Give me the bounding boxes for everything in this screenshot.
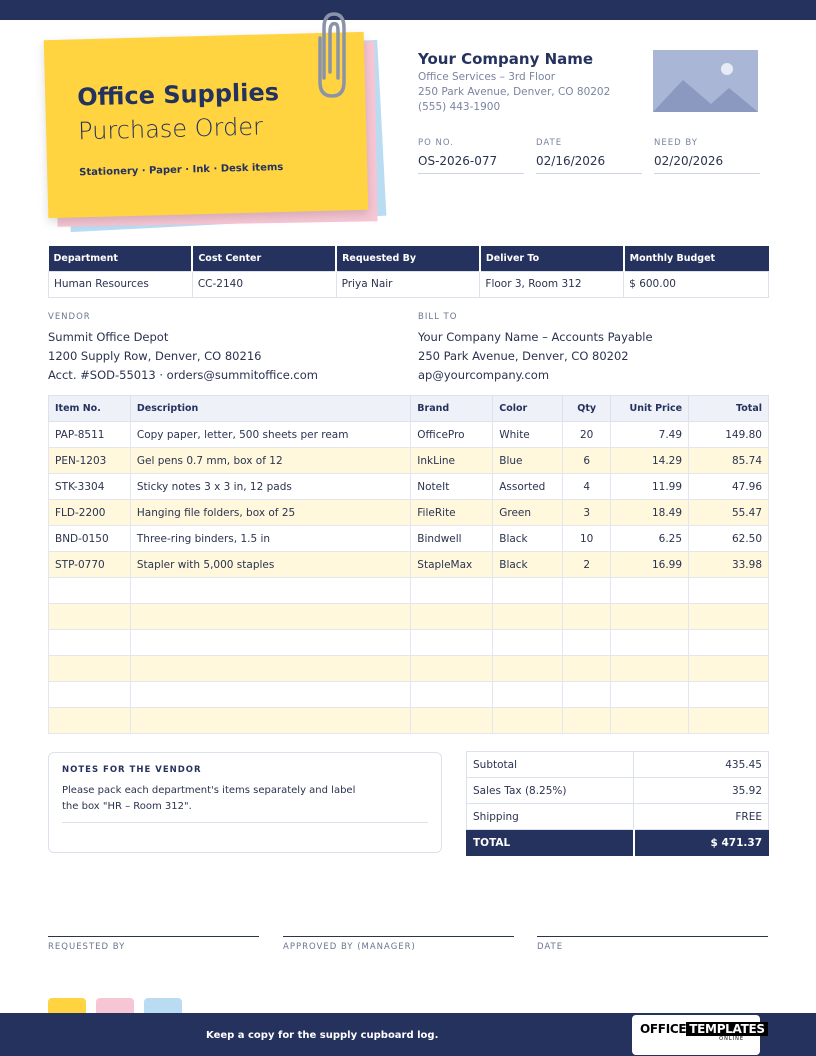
items-header: Description <box>130 396 410 422</box>
dept-cell[interactable]: Human Resources <box>49 271 193 297</box>
need-by-value: 02/20/2026 <box>654 154 724 168</box>
table-cell[interactable] <box>563 708 611 734</box>
table-cell[interactable] <box>689 708 769 734</box>
total-value: $ 471.37 <box>634 830 769 856</box>
table-cell[interactable]: Black <box>493 526 563 552</box>
table-cell[interactable]: 33.98 <box>689 552 769 578</box>
paperclip-icon <box>310 8 354 100</box>
vendor-name: Summit Office Depot <box>48 330 169 344</box>
table-cell[interactable]: Hanging file folders, box of 25 <box>130 500 410 526</box>
items-header: Unit Price <box>611 396 689 422</box>
department-table <box>48 246 769 298</box>
table-cell[interactable] <box>49 656 131 682</box>
signature-date[interactable]: DATE <box>537 936 768 952</box>
table-cell[interactable]: 7.49 <box>611 422 689 448</box>
totals-table <box>466 751 769 856</box>
table-cell[interactable]: White <box>493 422 563 448</box>
table-cell[interactable]: 62.50 <box>689 526 769 552</box>
notes-rule <box>62 822 428 823</box>
dept-header: Deliver To <box>480 246 624 271</box>
table-cell[interactable]: 6.25 <box>611 526 689 552</box>
table-cell[interactable] <box>130 708 410 734</box>
table-cell[interactable] <box>493 656 563 682</box>
table-row[interactable] <box>49 656 769 682</box>
table-cell[interactable] <box>611 682 689 708</box>
need-by-label: NEED BY <box>654 138 698 148</box>
table-cell[interactable]: NoteIt <box>411 474 493 500</box>
title-light: Purchase Order <box>77 112 264 146</box>
table-cell[interactable]: StapleMax <box>411 552 493 578</box>
company-line2: 250 Park Avenue, Denver, CO 80202 <box>418 86 611 98</box>
tagline: Stationery · Paper · Ink · Desk items <box>79 161 284 179</box>
company-line1: Office Services – 3rd Floor <box>418 71 556 83</box>
table-cell[interactable] <box>689 604 769 630</box>
table-cell[interactable]: Green <box>493 500 563 526</box>
notes-box[interactable] <box>48 752 442 853</box>
po-label: PO NO. <box>418 138 454 148</box>
table-cell[interactable] <box>611 604 689 630</box>
dept-header: Requested By <box>336 246 480 271</box>
table-cell[interactable]: Bindwell <box>411 526 493 552</box>
shipping-value: FREE <box>634 804 769 830</box>
table-cell[interactable]: STP-0770 <box>49 552 131 578</box>
po-value: OS-2026-077 <box>418 154 498 168</box>
table-cell[interactable]: 149.80 <box>689 422 769 448</box>
table-row[interactable] <box>49 630 769 656</box>
table-cell[interactable] <box>411 604 493 630</box>
table-cell[interactable] <box>611 578 689 604</box>
table-cell[interactable] <box>493 708 563 734</box>
table-cell[interactable] <box>493 604 563 630</box>
table-row[interactable] <box>49 448 769 474</box>
table-cell[interactable]: Black <box>493 552 563 578</box>
bill-to-address: 250 Park Avenue, Denver, CO 80202 <box>418 349 629 363</box>
items-header: Qty <box>563 396 611 422</box>
bill-to-name: Your Company Name – Accounts Payable <box>418 330 653 344</box>
date-value: 02/16/2026 <box>536 154 606 168</box>
table-cell[interactable] <box>411 578 493 604</box>
logo-placeholder <box>653 50 758 112</box>
dept-cell[interactable]: Priya Nair <box>336 271 480 297</box>
table-cell[interactable]: Sticky notes 3 x 3 in, 12 pads <box>130 474 410 500</box>
brand-word-office: OFFICE <box>640 1022 687 1036</box>
table-row[interactable] <box>49 526 769 552</box>
table-cell[interactable] <box>130 630 410 656</box>
table-cell[interactable]: Three-ring binders, 1.5 in <box>130 526 410 552</box>
table-row[interactable] <box>49 474 769 500</box>
table-cell[interactable] <box>411 656 493 682</box>
vendor-account: Acct. #SOD-55013 · orders@summitoffice.com <box>48 368 318 382</box>
table-cell[interactable] <box>49 682 131 708</box>
items-table <box>48 395 769 734</box>
table-cell[interactable] <box>689 682 769 708</box>
table-cell[interactable]: 3 <box>563 500 611 526</box>
table-cell[interactable] <box>130 578 410 604</box>
table-cell[interactable]: 47.96 <box>689 474 769 500</box>
top-bar <box>0 0 816 20</box>
signature-requested-by[interactable]: REQUESTED BY <box>48 936 259 952</box>
table-cell[interactable] <box>49 708 131 734</box>
bill-to-email: ap@yourcompany.com <box>418 368 550 382</box>
po-number-field[interactable] <box>418 138 524 174</box>
brand-word-templates: TEMPLATES <box>686 1022 767 1036</box>
table-cell[interactable] <box>49 630 131 656</box>
items-header: Color <box>493 396 563 422</box>
table-cell[interactable]: 11.99 <box>611 474 689 500</box>
dept-header: Department <box>49 246 193 271</box>
table-cell[interactable]: 10 <box>563 526 611 552</box>
table-cell[interactable] <box>563 604 611 630</box>
table-cell[interactable] <box>130 656 410 682</box>
tax-value: 35.92 <box>634 778 769 804</box>
subtotal-label: Subtotal <box>467 752 634 778</box>
table-cell[interactable] <box>493 682 563 708</box>
table-row[interactable] <box>49 708 769 734</box>
brand-word-online: ONLINE <box>719 1036 744 1042</box>
items-header: Item No. <box>49 396 131 422</box>
date-field[interactable] <box>536 138 642 174</box>
dept-cell[interactable]: CC-2140 <box>192 271 336 297</box>
vendor-block <box>48 312 318 382</box>
dept-cell[interactable]: Floor 3, Room 312 <box>480 271 624 297</box>
vendor-address: 1200 Supply Row, Denver, CO 80216 <box>48 349 262 363</box>
table-cell[interactable]: 4 <box>563 474 611 500</box>
table-cell[interactable]: BND-0150 <box>49 526 131 552</box>
dept-header: Monthly Budget <box>624 246 769 271</box>
table-cell[interactable] <box>493 578 563 604</box>
table-cell[interactable]: Copy paper, letter, 500 sheets per ream <box>130 422 410 448</box>
signature-approved-by[interactable]: APPROVED BY (MANAGER) <box>283 936 514 952</box>
table-cell[interactable] <box>130 682 410 708</box>
brand-badge[interactable] <box>632 1015 765 1055</box>
notes-text: Please pack each department's items separately and label the box "HR – Room 312". <box>62 785 356 812</box>
items-header: Brand <box>411 396 493 422</box>
table-cell[interactable]: FileRite <box>411 500 493 526</box>
table-cell[interactable]: Assorted <box>493 474 563 500</box>
table-cell[interactable] <box>563 656 611 682</box>
table-cell[interactable]: 20 <box>563 422 611 448</box>
table-cell[interactable] <box>689 656 769 682</box>
table-cell[interactable] <box>130 604 410 630</box>
dept-cell[interactable]: $ 600.00 <box>624 271 769 297</box>
table-cell[interactable] <box>611 656 689 682</box>
table-row[interactable] <box>49 422 769 448</box>
vendor-label: VENDOR <box>48 312 91 322</box>
table-cell[interactable]: OfficePro <box>411 422 493 448</box>
table-cell[interactable]: 85.74 <box>689 448 769 474</box>
table-cell[interactable] <box>611 630 689 656</box>
table-cell[interactable] <box>689 630 769 656</box>
bill-to-block <box>418 312 653 382</box>
table-row[interactable] <box>49 552 769 578</box>
bill-to-label: BILL TO <box>418 312 458 322</box>
title-bold: Office Supplies <box>76 78 280 112</box>
table-cell[interactable] <box>563 630 611 656</box>
table-cell[interactable]: Blue <box>493 448 563 474</box>
table-row[interactable] <box>49 500 769 526</box>
table-cell[interactable]: 6 <box>563 448 611 474</box>
table-cell[interactable] <box>689 578 769 604</box>
items-header: Total <box>689 396 769 422</box>
dept-header: Cost Center <box>192 246 336 271</box>
table-cell[interactable]: 18.49 <box>611 500 689 526</box>
table-cell[interactable]: 2 <box>563 552 611 578</box>
table-cell[interactable] <box>49 578 131 604</box>
footer-bar <box>0 1013 816 1056</box>
table-cell[interactable] <box>563 578 611 604</box>
notes-label: NOTES FOR THE VENDOR <box>62 765 202 775</box>
subtotal-value: 435.45 <box>634 752 769 778</box>
table-cell[interactable] <box>411 630 493 656</box>
shipping-label: Shipping <box>467 804 634 830</box>
table-cell[interactable]: 14.29 <box>611 448 689 474</box>
table-cell[interactable] <box>563 682 611 708</box>
table-cell[interactable] <box>411 708 493 734</box>
table-cell[interactable]: Gel pens 0.7 mm, box of 12 <box>130 448 410 474</box>
tax-label: Sales Tax (8.25%) <box>467 778 634 804</box>
table-cell[interactable] <box>611 708 689 734</box>
table-cell[interactable]: 16.99 <box>611 552 689 578</box>
table-cell[interactable]: InkLine <box>411 448 493 474</box>
table-cell[interactable] <box>411 682 493 708</box>
company-name: Your Company Name <box>418 50 594 68</box>
image-placeholder-icon <box>653 50 758 112</box>
need-by-field[interactable] <box>654 138 760 174</box>
table-cell[interactable]: FLD-2200 <box>49 500 131 526</box>
table-cell[interactable]: Stapler with 5,000 staples <box>130 552 410 578</box>
company-phone: (555) 443-1900 <box>418 101 501 113</box>
table-row[interactable] <box>49 578 769 604</box>
table-cell[interactable]: 55.47 <box>689 500 769 526</box>
brand-logo-text <box>640 1022 765 1036</box>
items-body <box>49 422 769 734</box>
company-block <box>418 50 638 113</box>
table-cell[interactable]: PEN-1203 <box>49 448 131 474</box>
table-cell[interactable]: STK-3304 <box>49 474 131 500</box>
table-row[interactable] <box>49 682 769 708</box>
footer-message: Keep a copy for the supply cupboard log. <box>206 1030 439 1041</box>
table-cell[interactable] <box>493 630 563 656</box>
total-label: TOTAL <box>467 830 634 856</box>
table-row[interactable] <box>49 604 769 630</box>
date-label: DATE <box>536 138 563 148</box>
table-cell[interactable] <box>49 604 131 630</box>
table-cell[interactable]: PAP-8511 <box>49 422 131 448</box>
